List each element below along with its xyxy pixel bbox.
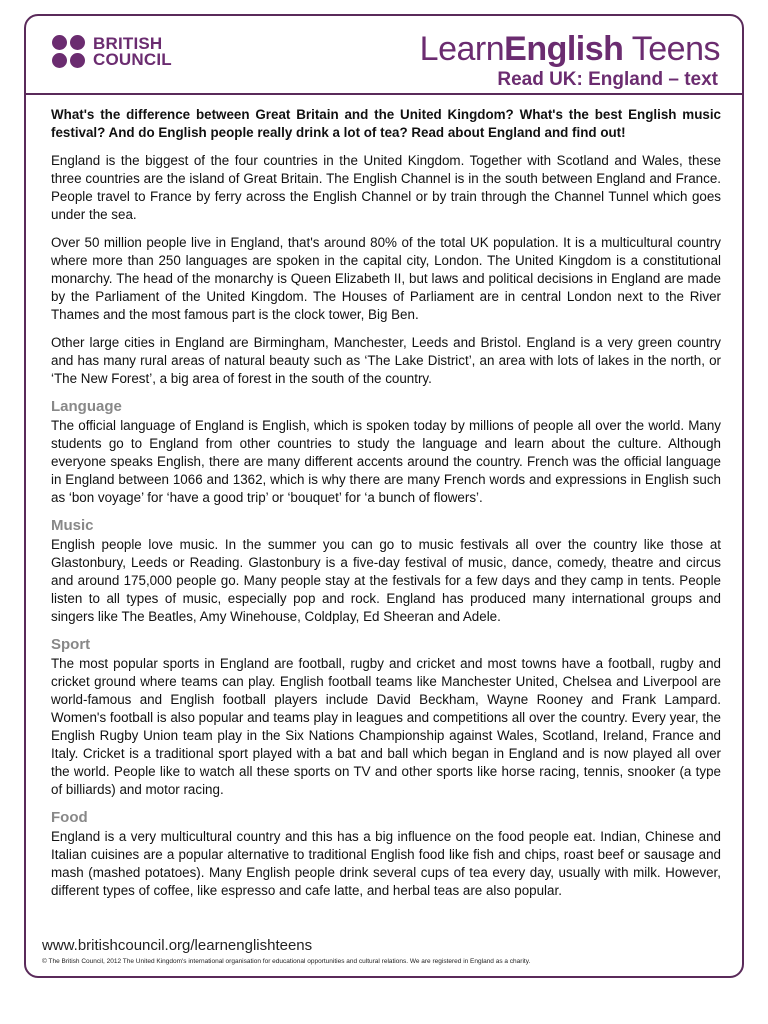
paragraph: England is the biggest of the four countries in the United Kingdom. Together with Scotland and Wales, these three countries are the island of Great Britain. The English Channel is in the south between England and France. People travel to France by ferry across the English Channel or by train through the Channel Tunnel which goes under the sea. <box>51 153 721 222</box>
section-heading-food: Food <box>51 809 88 826</box>
brand-suffix: Teens <box>623 30 720 68</box>
british-council-logo <box>52 35 172 68</box>
section-heading-language: Language <box>51 398 122 415</box>
logo-line-1: BRITISH <box>93 33 163 53</box>
section-text-music: English people love music. In the summer you can go to music festivals all over the country like those at Glastonbury, Leeds or Reading. Glastonbury is a five-day festival of music, dance, comedy, theatre and circus and around 175,000 people go. Many people stay at the festivals for a few days and they camp in tents. People listen to all types of music, especially pop and rock. England has produced many international groups and singers like The Beatles, Amy Winehouse, Coldplay, Ed Sheeran and Adele. <box>51 537 721 624</box>
section-text-language: The official language of England is English, which is spoken today by millions of people all over the world. Many students go to England from other countries to study the language and learn about the culture. Although everyone speaks English, there are many different accents around the country. French was the official language in England between 1066 and 1362, which is why there are many French words and expressions in English such as ‘bon voyage’ for ‘have a good trip’ or ‘bouquet’ for ‘a bunch of flowers’. <box>51 418 721 505</box>
section-heading-sport: Sport <box>51 636 91 653</box>
paragraph: Over 50 million people live in England, that's around 80% of the total UK population. It is a multicultural country where more than 250 languages are spoken in the capital city, London. The United Kingdom is a constitutional monarchy. The head of the monarchy is Queen Elizabeth II, but laws and political decisions in England are made by the Parliament of the United Kingdom. The Houses of Parliament are in central London next to the River Thames and the most famous part is the clock tower, Big Ben. <box>51 235 721 322</box>
section-text-food: England is a very multicultural country and this has a big influence on the food people eat. Indian, Chinese and Italian cuisines are a popular alternative to traditional English food like fish and chips, roast beef or sausage and mash (mashed potatoes). Many English people drink several cups of tea every day, usually with milk. However, different types of coffee, like espresso and cafe latte, and herbal teas are also popular. <box>51 829 721 898</box>
paragraph: Other large cities in England are Birmingham, Manchester, Leeds and Bristol. England is a very green country and has many rural areas of natural beauty such as ‘The Lake District’, an area with lots of lakes in the north, or ‘The New Forest’, a big area of forest in the south of the country. <box>51 335 721 386</box>
page-subtitle: Read UK: England – text <box>497 69 718 90</box>
intro-paragraph: What's the difference between Great Britain and the United Kingdom? What's the best English music festival? And do English people really drink a lot of tea? Read about England and find out! <box>51 107 721 140</box>
brand-title <box>420 30 720 69</box>
footer-copyright: © The British Council, 2012 The United Kingdom's international organisation for educational opportunities and cultural relations. We are registered in England as a charity. <box>42 958 531 965</box>
section-heading-music: Music <box>51 517 94 534</box>
logo-dots-icon <box>52 35 85 68</box>
brand-prefix: Learn <box>419 30 505 68</box>
article-body <box>51 106 721 910</box>
footer-url-link[interactable]: www.britishcouncil.org/learnenglishteens <box>42 937 313 954</box>
header-divider <box>26 93 742 95</box>
logo-line-2: COUNCIL <box>93 49 172 69</box>
section-text-sport: The most popular sports in England are football, rugby and cricket and most towns have a football, rugby and cricket ground where teams can play. English football teams like Manchester United, Chelsea and Liverpool are world-famous and English football players include David Beckham, Wayne Rooney and Frank Lampard. Women's football is also popular and teams play in leagues and competitions all over the country. Every year, the English Rugby Union team play in the Six Nations Championship against Wales, Scotland, Ireland, France and Italy. Cricket is a traditional sport played with a bat and ball which began in England and is now played all over the world. People like to watch all these sports on TV and other sports like horse racing, tennis, snooker (a type of billiards) and motor racing. <box>51 656 721 797</box>
brand-bold: English <box>504 30 624 68</box>
